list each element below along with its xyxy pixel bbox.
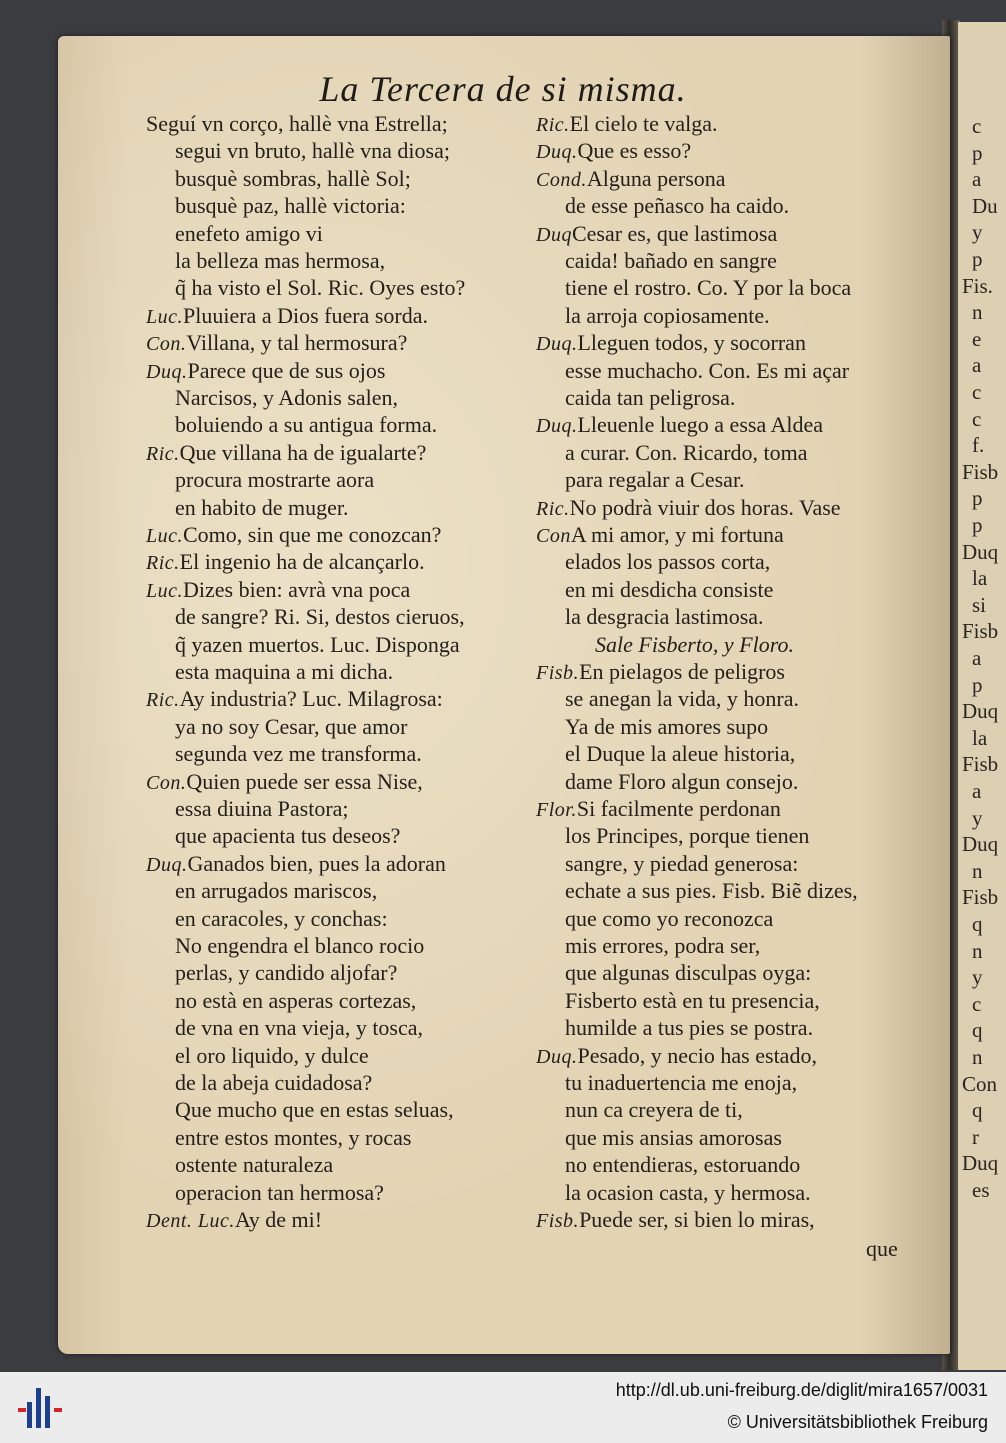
text-line: [536, 165, 726, 194]
text-line: [175, 1014, 423, 1041]
facing-page-text: Duq: [962, 832, 999, 857]
text-line: [565, 192, 789, 219]
verse-text: en caracoles, y conchas:: [175, 905, 388, 931]
text-line: [146, 576, 410, 605]
facing-page-text: Fisb: [962, 752, 999, 777]
facing-page-text: Fisb: [962, 619, 999, 644]
verse-text: Narcisos, y Adonis salen,: [175, 385, 399, 410]
text-line: [175, 932, 424, 959]
text-line: [565, 822, 809, 849]
speaker-label: Fisb.: [536, 1210, 580, 1232]
facing-page-text: Duq: [962, 699, 999, 724]
verse-text: que como yo reconozca: [565, 905, 774, 931]
verse-text: la desgracia lastimosa.: [565, 604, 764, 630]
facing-page-text: es: [972, 1178, 990, 1202]
facing-page-text: y: [972, 220, 983, 245]
verse-text: Puede ser, si bien lo miras,: [579, 1207, 815, 1232]
facing-page-text: f.: [972, 433, 985, 458]
text-line: [536, 411, 823, 440]
verse-text: la ocasion casta, y hermosa.: [565, 1179, 811, 1205]
verse-text: boluiendo a su antigua forma.: [175, 412, 438, 438]
text-line: [565, 274, 851, 301]
facing-page-text: Fisb: [962, 885, 999, 910]
speaker-label: Con.: [146, 333, 187, 356]
text-line: [146, 329, 407, 358]
speaker-label: Duq.: [536, 141, 578, 164]
text-line: [175, 274, 465, 301]
speaker-label: Duq.: [536, 333, 578, 356]
text-line: [536, 494, 841, 523]
text-line: [536, 1042, 817, 1071]
verse-text: Ya de mis amores supo: [565, 713, 769, 739]
text-line: [565, 768, 798, 795]
text-line: [146, 850, 446, 879]
text-line: [565, 1096, 743, 1123]
verse-text: q̃ ha visto el Sol. Ric. Oyes esto?: [175, 275, 466, 301]
verse-text: entre estos montes, y rocas: [175, 1124, 412, 1150]
verse-text: El cielo te valga.: [569, 111, 718, 136]
speaker-label: Fisb.: [536, 662, 580, 684]
verse-text: A mi amor, y mi fortuna: [570, 522, 784, 547]
verse-text: Quien puede ser essa Nise,: [186, 768, 423, 794]
text-line: [565, 603, 764, 630]
facing-page-text: y: [972, 805, 983, 830]
speaker-label: Con: [536, 525, 571, 547]
verse-text: Villana, y tal hermosura?: [186, 330, 408, 356]
facing-page-text: c: [972, 991, 982, 1016]
speaker-label: Ric.: [146, 552, 180, 575]
verse-text: Lleuenle luego a essa Aldea: [577, 412, 824, 438]
text-line: [175, 959, 397, 986]
verse-text: tu inaduertencia me enoja,: [565, 1070, 798, 1095]
verse-text: Alguna persona: [586, 165, 726, 191]
text-line: [565, 740, 795, 767]
verse-text: los Principes, porque tienen: [565, 823, 810, 849]
verse-text: no està en asperas cortezas,: [175, 987, 417, 1013]
text-line: [536, 795, 781, 824]
text-line: [175, 905, 388, 932]
text-line: [175, 795, 349, 822]
text-line: [565, 987, 820, 1014]
text-line: [175, 247, 385, 274]
facing-page-text: Con: [962, 1071, 998, 1096]
verse-text: No podrà viuir dos horas. Vase: [569, 494, 841, 520]
verse-text: Seguí vn corço, hallè vna Estrella;: [146, 111, 448, 136]
text-line: [175, 466, 374, 493]
text-line: [175, 1179, 384, 1206]
text-line: [565, 685, 799, 712]
verse-text: caida tan peligrosa.: [565, 385, 736, 410]
facing-page-text: si: [972, 592, 987, 617]
text-line: [565, 1014, 813, 1041]
text-line: [536, 110, 717, 139]
facing-page-text: Duq: [962, 539, 999, 564]
text-line: [536, 329, 806, 358]
text-line: [175, 740, 422, 767]
facing-page-text: n: [972, 938, 983, 963]
facing-page-text: p: [972, 672, 983, 697]
verse-text: Ganados bien, pues la adoran: [187, 850, 446, 876]
facing-page-text: Duq: [962, 1151, 999, 1176]
text-line: [175, 1151, 333, 1178]
verse-text: En pielagos de peligros: [579, 659, 785, 684]
text-line: [175, 713, 408, 740]
text-line: [175, 1042, 369, 1069]
text-line: [565, 877, 858, 904]
text-line: [175, 192, 406, 219]
text-line: [146, 548, 425, 577]
verse-text: esse muchacho. Con. Es mi açar: [565, 357, 850, 383]
document-url-link[interactable]: http://dl.ub.uni-freiburg.de/diglit/mira1657/0031: [615, 1380, 988, 1400]
verse-text: busquè sombras, hallè Sol;: [175, 165, 411, 191]
text-line: [536, 1206, 815, 1235]
facing-page-text: n: [972, 300, 983, 325]
verse-text: la belleza mas hermosa,: [175, 248, 386, 273]
text-line: [565, 548, 770, 575]
text-line: [146, 768, 423, 797]
text-line: [565, 466, 745, 493]
facing-page-text: p: [972, 486, 983, 511]
facing-page-text: a: [972, 646, 982, 670]
text-line: [146, 110, 448, 137]
verse-text: echate a sus pies. Fisb. Biẽ dizes,: [565, 878, 858, 904]
text-line: [146, 439, 426, 468]
text-line: [565, 357, 849, 384]
footer-bar: [0, 1372, 1006, 1443]
text-line: [536, 521, 784, 550]
text-line: [565, 1069, 797, 1096]
verse-text: Pluuiera a Dios fuera sorda.: [183, 302, 428, 328]
verse-text: Que es esso?: [577, 138, 692, 164]
text-line: [175, 822, 400, 849]
text-line: [146, 357, 385, 386]
text-line: [175, 384, 398, 411]
facing-page-text: q: [972, 1018, 983, 1043]
text-line: [146, 685, 443, 714]
verse-text: No engendra el blanco rocio: [175, 933, 425, 958]
text-line: [565, 1179, 811, 1206]
facing-page-text: q: [972, 1098, 983, 1123]
text-line: [565, 384, 735, 411]
speaker-label: Cond.: [536, 168, 587, 191]
verse-text: Fisberto està en tu presencia,: [565, 987, 820, 1013]
facing-page-text: Du: [972, 193, 998, 218]
speaker-label: Duq.: [146, 853, 188, 876]
verse-text: Ay industria? Luc. Milagrosa:: [179, 686, 443, 712]
speaker-label: Duq.: [536, 1045, 578, 1068]
verse-text: Lleguen todos, y socorran: [577, 330, 806, 356]
text-line: [565, 631, 794, 658]
verse-text: el oro liquido, y dulce: [175, 1042, 369, 1068]
text-line: [565, 439, 808, 466]
facing-page-text: c: [972, 406, 982, 431]
verse-text: caida! bañado en sangre: [565, 248, 777, 273]
text-line: [175, 987, 416, 1014]
facing-page-text: la: [972, 725, 988, 750]
verse-text: segui vn bruto, hallè vna diosa;: [175, 138, 450, 164]
text-line: [175, 877, 377, 904]
verse-text: se anegan la vida, y honra.: [565, 686, 799, 712]
verse-text: no entendieras, estoruando: [565, 1152, 801, 1178]
facing-page-text: Fisb: [962, 459, 999, 484]
facing-page-text: c: [972, 380, 982, 404]
speaker-label: Ric.: [536, 497, 570, 520]
facing-page-text: q: [972, 912, 983, 936]
text-line: [146, 302, 428, 331]
verse-text: que algunas disculpas oyga:: [565, 960, 812, 986]
verse-text: Si facilmente perdonan: [576, 796, 781, 821]
verse-text: humilde a tus pies se postra.: [565, 1015, 814, 1041]
text-line: [565, 247, 777, 274]
verse-text: Que villana ha de igualarte?: [179, 439, 427, 465]
text-line: [146, 521, 441, 550]
facing-page-text: p: [972, 247, 983, 271]
ub-freiburg-logo-icon: [18, 1386, 62, 1430]
verse-text: de vna en vna vieja, y tosca,: [175, 1015, 424, 1041]
text-line: [536, 220, 777, 249]
speaker-label: Flor.: [536, 799, 577, 821]
text-line: [175, 494, 349, 521]
text-line: [565, 905, 773, 932]
speaker-label: Luc.: [146, 305, 183, 328]
text-line: [565, 1124, 782, 1151]
speaker-label: Duq: [536, 223, 572, 246]
verse-text: en habito de muger.: [175, 494, 349, 520]
verse-text: tiene el rostro. Co. Y por la boca: [565, 275, 852, 301]
text-line: [536, 137, 691, 166]
facing-page-text: p: [972, 140, 983, 165]
text-line: [565, 959, 811, 986]
verse-text: de sangre? Ri. Si, destos cieruos,: [175, 604, 465, 630]
verse-text: para regalar a Cesar.: [565, 467, 745, 493]
verse-text: ya no soy Cesar, que amor: [175, 713, 408, 739]
verse-text: que apacienta tus deseos?: [175, 823, 401, 849]
text-line: [175, 658, 393, 685]
text-line: [175, 1096, 454, 1123]
verse-text: Ay de mi!: [234, 1207, 323, 1232]
verse-text: procura mostrarte aora: [175, 467, 375, 493]
text-line: [175, 1069, 372, 1096]
verse-text: elados los passos corta,: [565, 549, 771, 575]
verse-text: Pesado, y necio has estado,: [577, 1042, 817, 1068]
facing-page-text: e: [972, 326, 982, 351]
verse-text: perlas, y candido aljofar?: [175, 960, 398, 986]
stage-direction: Sale Fisberto, y Floro.: [595, 631, 794, 657]
speaker-label: Luc.: [146, 525, 183, 547]
running-title: La Tercera de si misma.: [319, 69, 687, 109]
text-line: [175, 137, 450, 164]
text-line: [175, 1124, 411, 1151]
speaker-label: Duq.: [146, 360, 188, 383]
text-line: [175, 220, 323, 247]
verse-text: segunda vez me transforma.: [175, 741, 422, 767]
verse-text: essa diuina Pastora;: [175, 796, 349, 821]
speaker-label: Con.: [146, 771, 187, 794]
verse-text: Que mucho que en estas seluas,: [175, 1097, 454, 1123]
text-line: [146, 1206, 322, 1235]
facing-page-text: p: [972, 513, 983, 537]
facing-page-text: n: [972, 858, 983, 883]
text-line: [175, 603, 465, 630]
speaker-label: Luc.: [146, 579, 183, 602]
speaker-label: Ric.: [146, 689, 180, 712]
facing-page-text: r: [972, 1124, 979, 1149]
text-line: [565, 576, 773, 603]
speaker-label: Duq.: [536, 415, 578, 438]
facing-page-text: y: [972, 965, 983, 990]
verse-text: de esse peñasco ha caido.: [565, 193, 790, 219]
speaker-label: Dent. Luc.: [146, 1210, 235, 1232]
verse-text: operacion tan hermosa?: [175, 1179, 384, 1205]
verse-text: sangre, y piedad generosa:: [565, 850, 799, 876]
verse-text: Como, sin que me conozcan?: [183, 522, 442, 547]
text-line: [565, 1151, 800, 1178]
catchword: que: [866, 1236, 898, 1261]
verse-text: de la abeja cuidadosa?: [175, 1070, 373, 1095]
verse-text: enefeto amigo vi: [175, 220, 323, 246]
text-line: [565, 850, 798, 877]
verse-text: nun ca creyera de ti,: [565, 1097, 743, 1123]
text-line: [565, 932, 760, 959]
verse-text: q̃ yazen muertos. Luc. Disponga: [175, 631, 460, 657]
verse-text: en mi desdicha consiste: [565, 576, 774, 602]
verse-text: busquè paz, hallè victoria:: [175, 193, 406, 219]
facing-page-text: la: [972, 566, 988, 591]
verse-text: en arrugados mariscos,: [175, 878, 378, 904]
text-line: [175, 631, 460, 658]
text-line: [175, 165, 411, 192]
verse-text: Dizes bien: avrà vna poca: [183, 576, 411, 602]
verse-text: El ingenio ha de alcançarlo.: [179, 549, 425, 575]
speaker-label: Ric.: [146, 442, 180, 465]
copyright-text: © Universitätsbibliothek Freiburg: [727, 1412, 988, 1432]
speaker-label: Ric.: [536, 114, 570, 136]
text-line: [565, 302, 770, 329]
verse-text: a curar. Con. Ricardo, toma: [565, 439, 808, 465]
verse-text: que mis ansias amorosas: [565, 1124, 782, 1150]
facing-page-text: Fis.: [962, 273, 993, 298]
facing-page-text: n: [972, 1045, 983, 1069]
verse-text: mis errores, podra ser,: [565, 933, 761, 958]
verse-text: el Duque la aleue historia,: [565, 741, 796, 767]
facing-page-text: a: [972, 779, 982, 803]
text-line: [175, 411, 437, 438]
verse-text: esta maquina a mi dicha.: [175, 659, 394, 684]
text-line: [565, 713, 768, 740]
verse-text: dame Floro algun consejo.: [565, 768, 799, 794]
facing-page-text: c: [972, 114, 982, 138]
text-line: [536, 658, 785, 687]
facing-page-text: a: [972, 353, 982, 378]
verse-text: la arroja copiosamente.: [565, 302, 770, 328]
verse-text: Parece que de sus ojos: [187, 357, 386, 383]
facing-page-text: a: [972, 167, 982, 192]
verse-text: Cesar es, que lastimosa: [571, 220, 778, 246]
facing-page-fragment: [958, 22, 1006, 1370]
verse-text: ostente naturaleza: [175, 1152, 334, 1178]
